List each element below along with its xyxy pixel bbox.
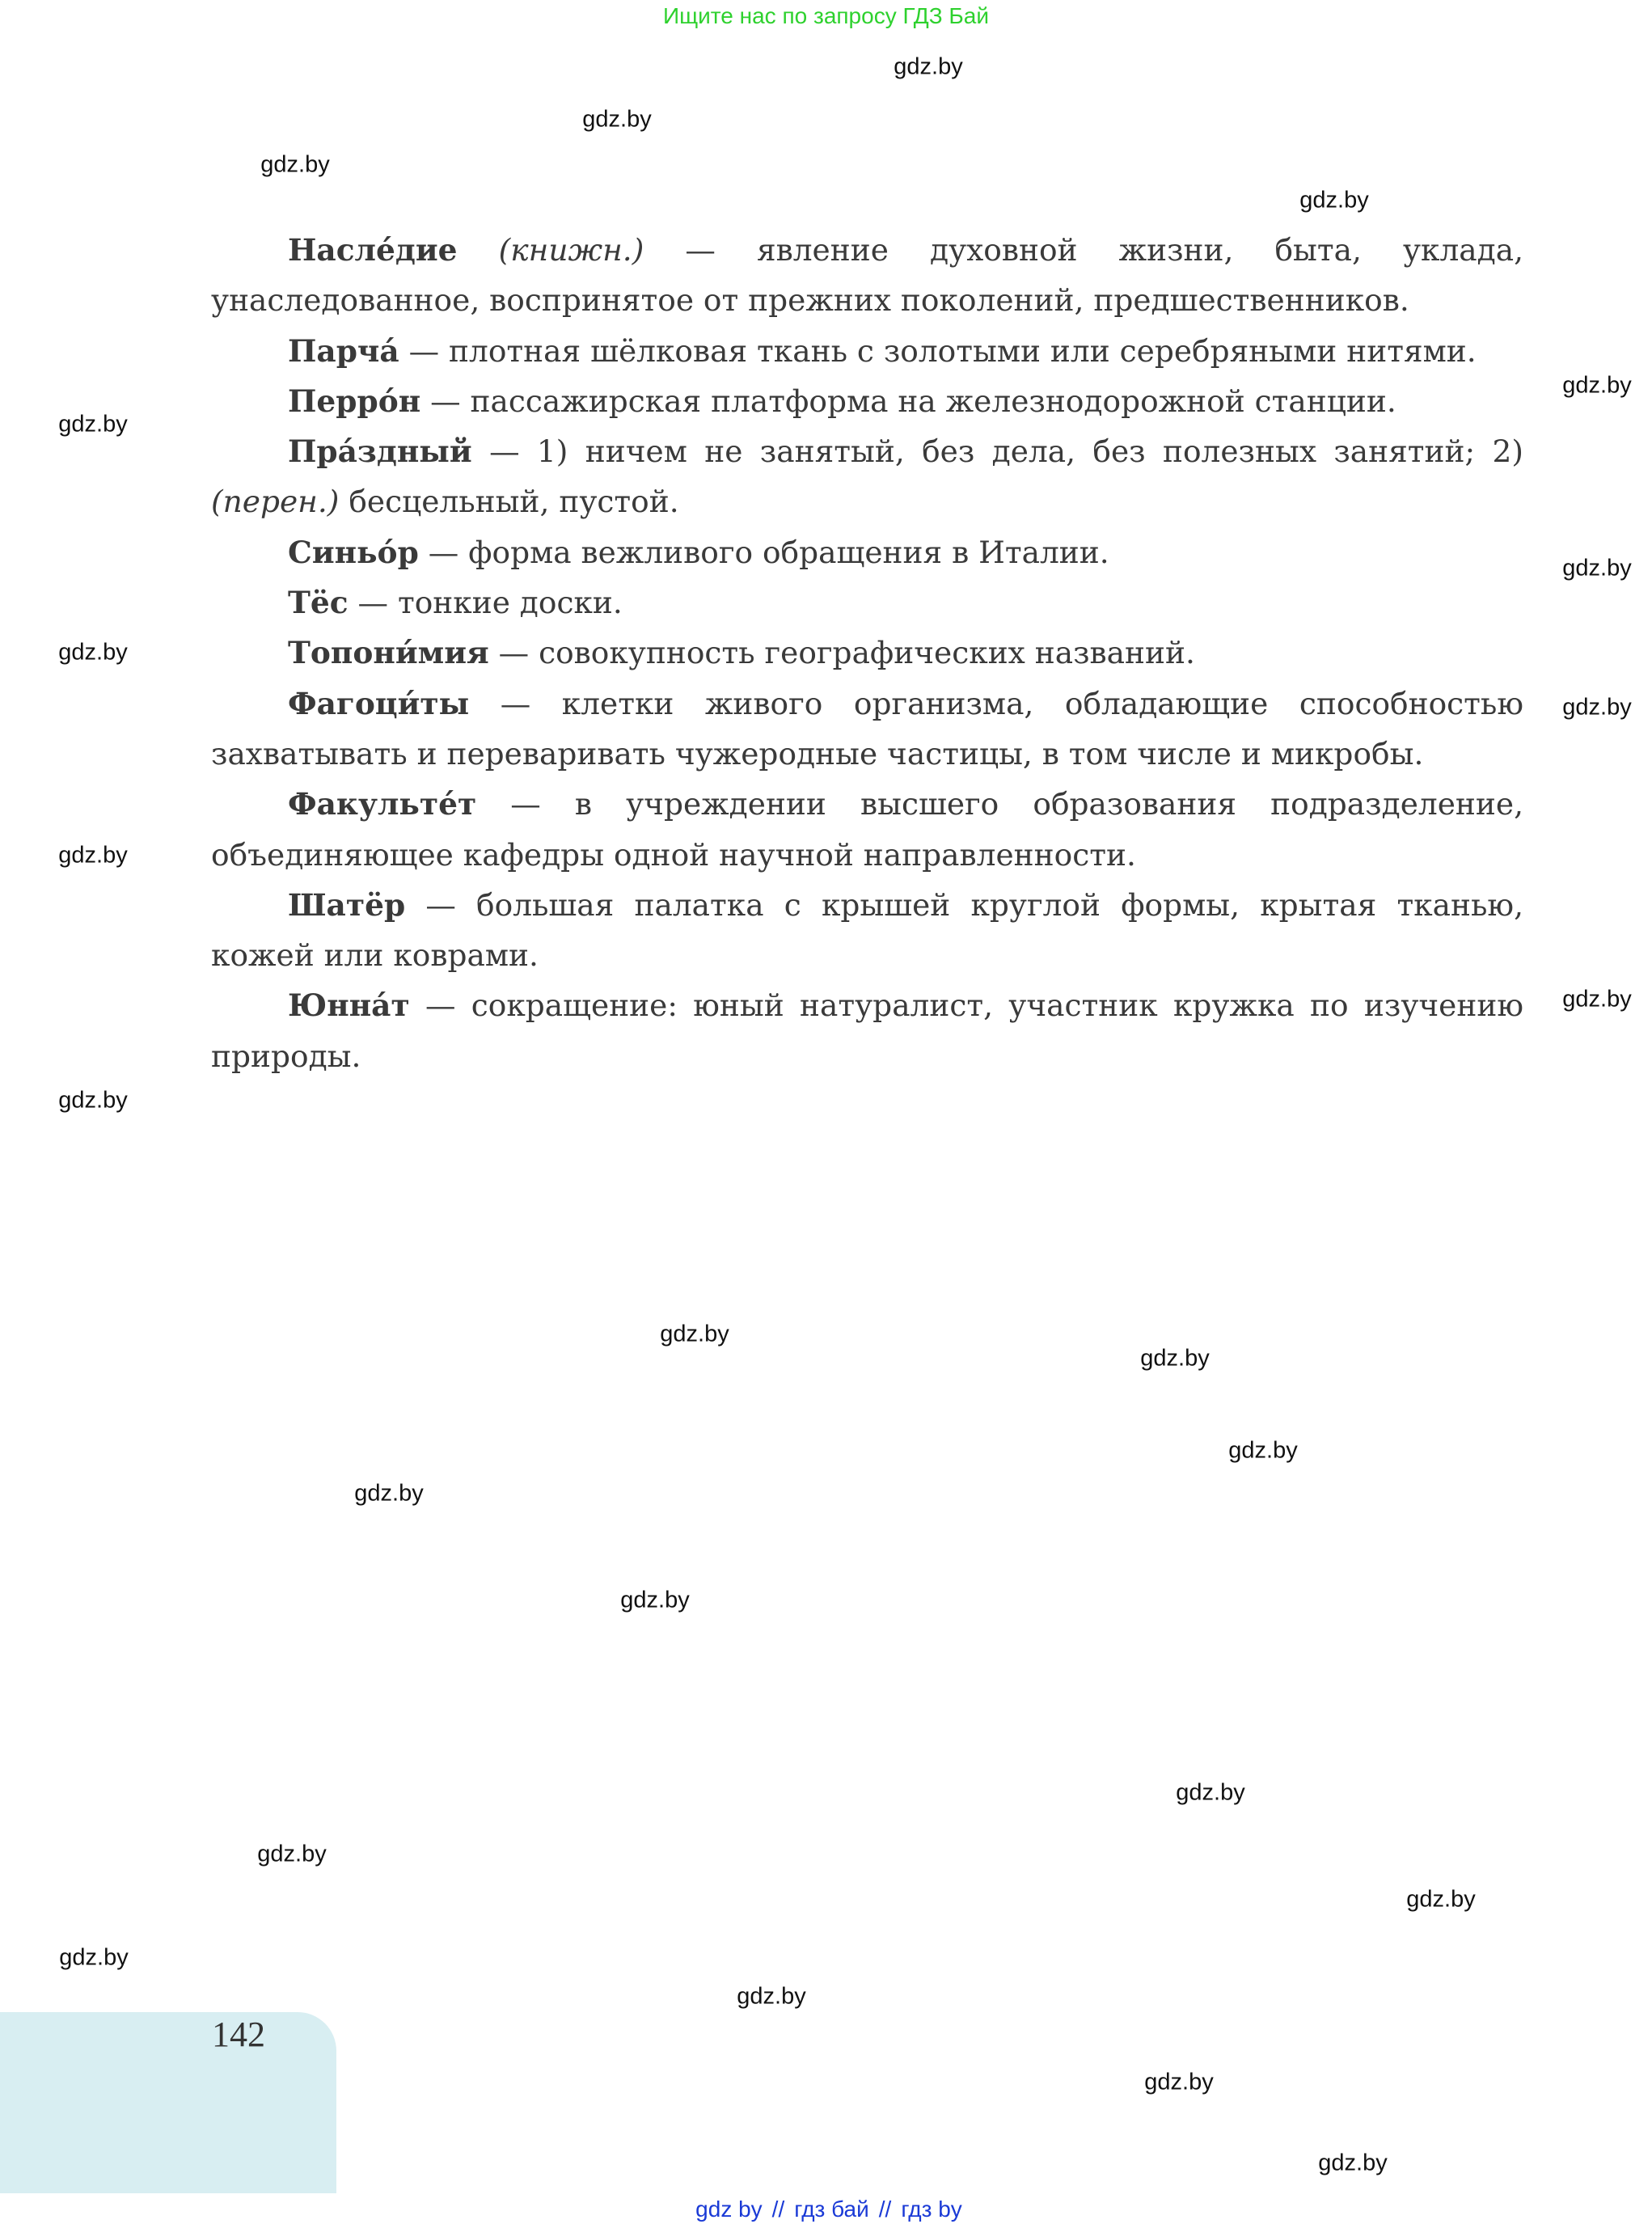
watermark-text: gdz.by (1144, 2069, 1214, 2095)
watermark-text: gdz.by (1299, 187, 1369, 214)
watermark-text: gdz.by (1318, 2150, 1388, 2176)
footer-link-gdz-by-cyr[interactable]: гдз by (901, 2197, 962, 2222)
glossary-entry (211, 980, 1523, 1081)
page-number-tab (0, 2012, 336, 2193)
definition: — форма вежливого обращения в Италии. (428, 534, 1109, 570)
glossary-entry (211, 376, 1523, 426)
definition: — большая палатка с крышей круглой формы, крытая тканью, кожей или коврами. (211, 886, 1523, 974)
definition: — в учреждении высшего образования подразделение, объединяющее кафедры одной научной направленности. (211, 786, 1523, 873)
separator: // (878, 2197, 892, 2222)
definition: — явление духовной жизни, быта, уклада, унаследованное, воспринятое от прежних поколений, предшественников. (211, 232, 1524, 319)
definition: бесцельный, пустой. (349, 484, 679, 520)
definition: — 1) ничем не занятый, без дела, без полезных занятий; 2) (489, 433, 1524, 470)
watermark-text: gdz.by (1562, 694, 1632, 721)
watermark-text: gdz.by (257, 1841, 327, 1867)
watermark-text: gdz.by (1228, 1437, 1298, 1464)
watermark-text: gdz.by (582, 106, 652, 133)
term: Парча́ (288, 332, 399, 369)
usage-note: (книжн.) (498, 232, 644, 268)
watermark-text: gdz.by (1562, 555, 1632, 581)
glossary-entry (211, 326, 1523, 376)
watermark-text: gdz.by (1176, 1779, 1245, 1806)
watermark-text: gdz.by (620, 1587, 690, 1613)
watermark-text: gdz.by (58, 411, 128, 438)
glossary-entry (211, 779, 1523, 880)
term: Юнна́т (288, 987, 410, 1024)
glossary-entry (211, 527, 1523, 577)
usage-note: (перен.) (211, 484, 340, 520)
glossary-entry (211, 679, 1523, 780)
watermark-text: gdz.by (1562, 986, 1632, 1013)
definition: — пассажирская платформа на железнодорожной станции. (430, 383, 1396, 419)
glossary-entry (211, 577, 1523, 628)
term: Фагоци́ты (288, 685, 470, 721)
term: Синьо́р (288, 534, 419, 570)
glossary-entry (211, 628, 1523, 678)
watermark-text: gdz.by (894, 53, 963, 80)
footer-link-gdz-by[interactable]: gdz by (695, 2197, 763, 2222)
watermark-text: gdz.by (1140, 1345, 1210, 1372)
watermark-text: gdz.by (737, 1983, 806, 2010)
watermark-text: gdz.by (260, 151, 330, 178)
glossary-entry (211, 225, 1523, 326)
term: Тёс (288, 585, 349, 621)
term: Перро́н (288, 383, 421, 419)
watermark-text: gdz.by (59, 1944, 129, 1971)
watermark-text: gdz.by (660, 1321, 729, 1347)
glossary (211, 225, 1523, 1081)
watermark-text: gdz.by (58, 1087, 128, 1114)
definition: — плотная шёлковая ткань с золотыми или серебряными нитями. (408, 332, 1477, 369)
page-number: 142 (212, 2015, 265, 2054)
term: Насле́дие (288, 232, 458, 268)
term: Пра́здный (288, 433, 472, 470)
term: Топони́мия (288, 635, 489, 671)
watermark-text: gdz.by (354, 1480, 424, 1507)
definition: — совокупность географических названий. (498, 635, 1195, 671)
glossary-entry (211, 880, 1523, 981)
definition: — сокращение: юный натуралист, участник кружка по изучению природы. (211, 987, 1523, 1074)
glossary-entry (211, 426, 1523, 527)
separator: // (771, 2197, 785, 2222)
definition: — клетки живого организма, обладающие способностью захватывать и переваривать чужеродные частицы, в том числе и микробы. (211, 685, 1523, 772)
watermark-text: gdz.by (1562, 372, 1632, 399)
watermark-text: gdz.by (58, 639, 128, 666)
watermark-text: gdz.by (58, 842, 128, 869)
footer-link-gdz-bai[interactable]: гдз бай (794, 2197, 869, 2222)
search-hint-banner[interactable]: Ищите нас по запросу ГДЗ Бай (662, 3, 990, 28)
term: Факульте́т (288, 786, 477, 822)
term: Шатёр (288, 886, 406, 923)
definition: — тонкие доски. (357, 585, 623, 621)
watermark-text: gdz.by (1406, 1886, 1476, 1913)
footer-links (0, 2197, 1652, 2222)
